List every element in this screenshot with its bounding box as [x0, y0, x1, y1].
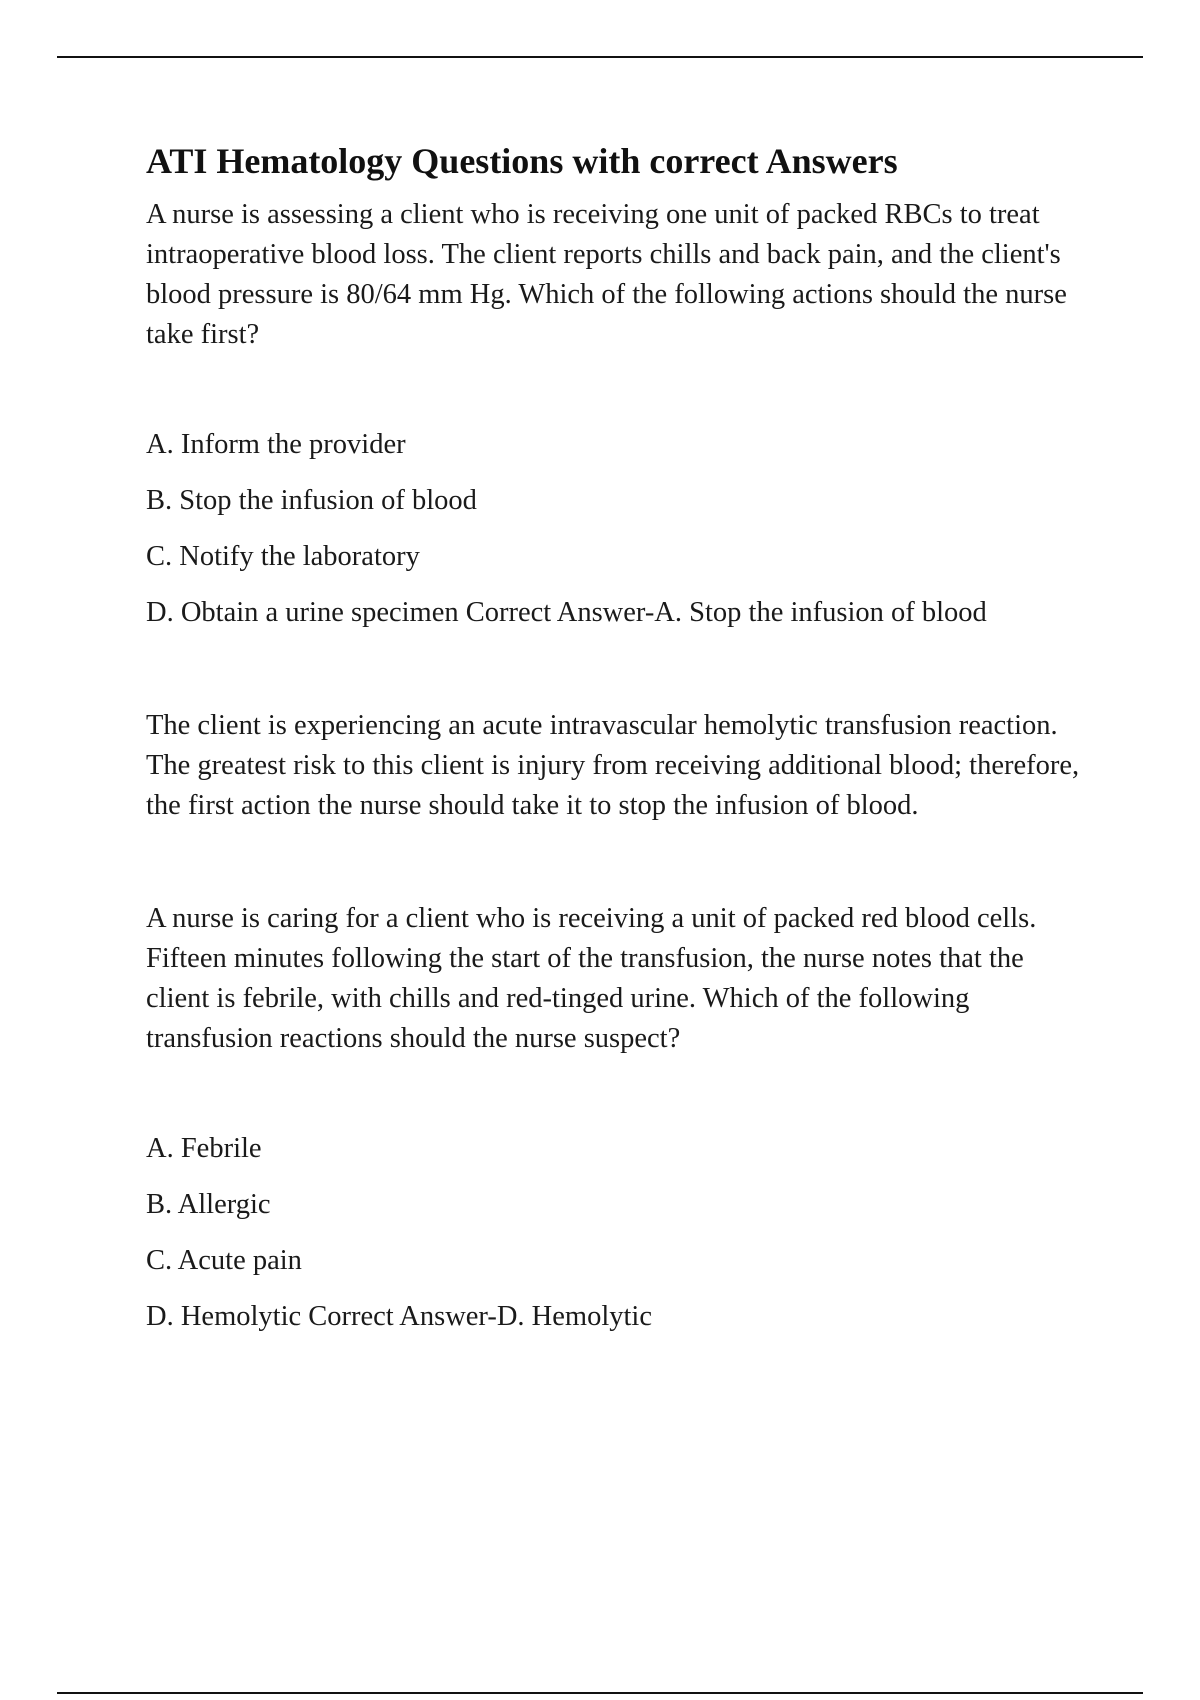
- question-1-option-a: A. Inform the provider: [146, 429, 406, 461]
- document-body: [146, 140, 1086, 1337]
- bottom-rule: [57, 1692, 1143, 1694]
- question-1-stem: A nurse is assessing a client who is receiving one unit of packed RBCs to treat intraoperative blood loss. The client reports chills and back pain, and the client's blood pressure is 80/64 mm Hg. Which of the following actions should the nurse take first?: [146, 199, 1067, 351]
- question-1-option-b: B. Stop the infusion of blood: [146, 485, 477, 517]
- question-1-rationale: The client is experiencing an acute intravascular hemolytic transfusion reaction. The greatest risk to this client is injury from receiving additional blood; therefore, the first action the nurse should take it to stop the infusion of blood.: [146, 710, 1080, 822]
- question-1: [146, 195, 1086, 826]
- question-2-option-c: C. Acute pain: [146, 1245, 302, 1277]
- question-2-option-d: D. Hemolytic Correct Answer-D. Hemolytic: [146, 1301, 652, 1333]
- top-rule: [57, 56, 1143, 58]
- question-2: [146, 899, 1086, 1337]
- question-2-option-b: B. Allergic: [146, 1189, 271, 1221]
- question-2-option-a: A. Febrile: [146, 1133, 262, 1165]
- question-2-stem: A nurse is caring for a client who is receiving a unit of packed red blood cells. Fifteen minutes following the start of the transfusion, the nurse notes that the client is febrile, with chills and red-tinged urine. Which of the following transfusion reactions should the nurse suspect?: [146, 903, 1037, 1055]
- question-1-option-c: C. Notify the laboratory: [146, 541, 420, 573]
- question-1-option-d: D. Obtain a urine specimen Correct Answer-A. Stop the infusion of blood: [146, 597, 987, 629]
- document-title: ATI Hematology Questions with correct Answers: [146, 141, 898, 181]
